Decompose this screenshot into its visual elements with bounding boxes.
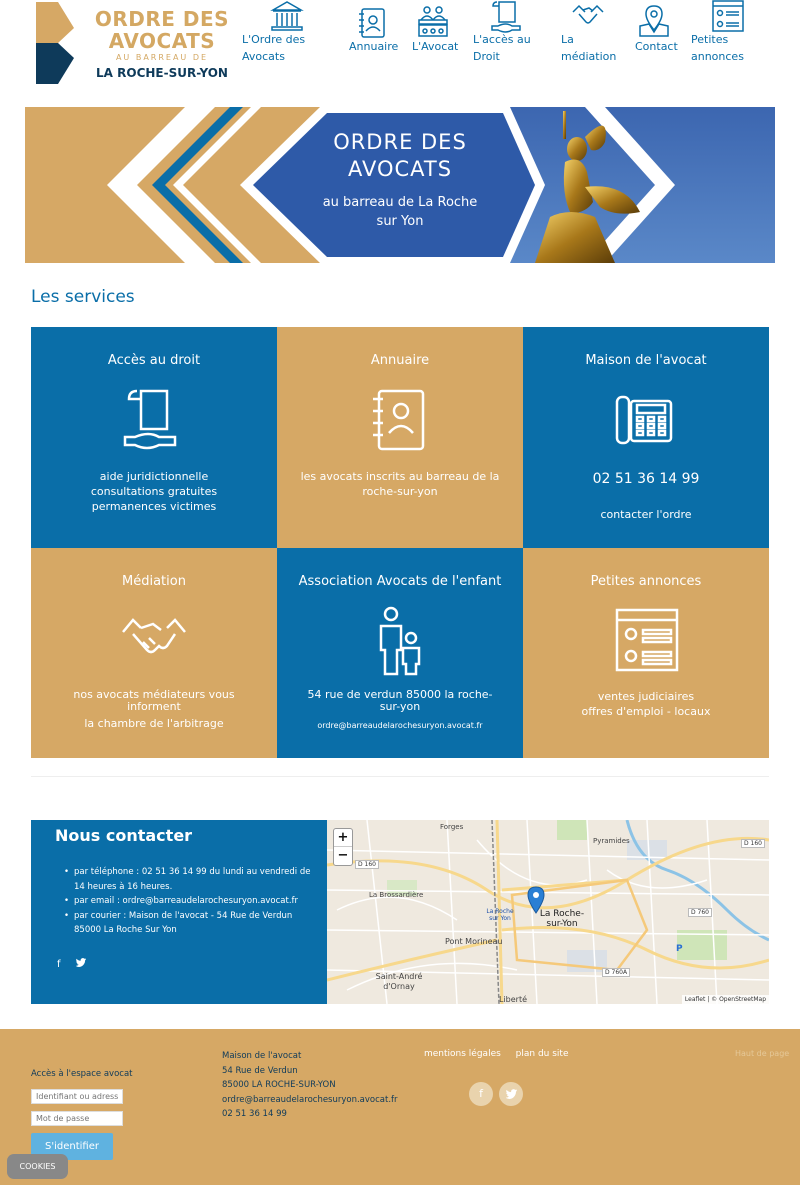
contact-phone: • par téléphone : 02 51 36 14 99 du lundi au vendredi de 14 heures à 16 heures. [74,865,314,894]
banner-subtitle: au barreau de La Roche sur Yon [322,195,478,229]
map-attribution[interactable]: Leaflet | © OpenStreetMap [682,995,769,1004]
map-label: Pyramides [593,837,630,845]
courthouse-icon [270,0,304,34]
twitter-icon[interactable] [76,958,86,970]
directory-icon [355,6,389,40]
logo-text [92,8,232,80]
parking-icon: P [676,944,683,954]
site-logo[interactable] [36,2,236,84]
contact-social [57,958,98,970]
tile-title: Maison de l'avocat [585,353,707,368]
nav-petites-annonces[interactable] [691,0,751,70]
ads-icon [711,0,745,34]
parent-child-icon [365,606,435,676]
nav-label: Annuaire [349,40,399,53]
nav-label: L'accès au Droit [473,33,531,63]
logo-line-1: ORDRE DES [94,7,230,31]
location-map[interactable] [327,820,769,1004]
banner-title: ORDRE DES AVOCATS [333,130,467,181]
tile-line: permanences victimes [91,500,217,513]
map-label: Forges [440,823,464,831]
username-input[interactable] [31,1089,123,1104]
tile-title: Annuaire [370,353,430,368]
nav-avocat[interactable] [412,0,462,60]
address-line: 54 Rue de Verdun [222,1065,298,1076]
password-input[interactable] [31,1111,123,1126]
nav-contact[interactable] [635,0,679,60]
nav-label: Petites annonces [691,33,744,63]
map-zoom-control [333,828,353,866]
directory-icon [365,387,435,457]
facebook-icon[interactable]: f [469,1082,493,1106]
map-label: La Brossardière [369,891,424,899]
handshake-icon [571,0,605,34]
map-station-label: La Roche sur Yon [486,908,514,922]
nav-ordre[interactable] [242,0,322,70]
sitemap-link[interactable]: plan du site [515,1049,569,1059]
phone-icon [611,387,681,457]
site-footer [0,1029,800,1185]
login-button[interactable]: S'identifier [31,1133,113,1160]
map-label: Pont Morineau [445,937,503,946]
contact-mail: • par courier : Maison de l'avocat - 54 Rue de Verdun 85000 La Roche Sur Yon [74,909,314,938]
tile-line: la chambre de l'arbitrage [84,717,224,730]
services-title: Les services [31,287,135,307]
tile-title: Petites annonces [590,574,702,589]
tile-email[interactable]: ordre@barreaudelarochesuryon.avocat.fr [317,721,483,730]
service-tile-avocats-enfant[interactable] [277,548,523,758]
nav-acces-droit[interactable] [473,0,543,70]
footer-address [222,1049,398,1122]
tile-phone[interactable]: 02 51 36 14 99 [592,471,700,487]
address-line: Maison de l'avocat [222,1051,302,1061]
nav-label: Contact [635,40,678,53]
service-tile-mediation[interactable] [31,548,277,758]
tile-line: nos avocats médiateurs vous informent [73,688,235,713]
contact-panel [31,820,327,1004]
login-title: Accès à l'espace avocat [31,1069,133,1079]
service-tile-petites-annonces[interactable] [523,548,769,758]
lawyer-desk-icon [416,4,450,38]
tile-description [51,689,257,731]
map-road-label: D 160 [355,860,379,869]
service-tile-acces-droit[interactable] [31,327,277,548]
tile-title: Médiation [122,574,186,589]
tile-title: Accès au droit [107,353,201,368]
logo-emblem-icon [36,2,76,84]
scroll-hand-icon [119,387,189,457]
map-label: Saint-André d'Ornay [375,972,423,991]
hero-banner [25,107,775,263]
nav-mediation[interactable] [561,0,621,70]
tile-line: offres d'emploi - locaux [581,705,711,718]
zoom-in-button[interactable]: + [334,829,352,847]
map-pin-icon [637,4,671,38]
address-line: 85000 LA ROCHE-SUR-YON [222,1080,336,1090]
logo-line-4: LA ROCHE-SUR-YON [96,66,228,80]
map-road-label: D 760A [602,968,630,977]
tile-description: les avocats inscrits au barreau de la roche-sur-yon [300,470,500,498]
logo-line-2: AVOCATS [108,29,216,53]
map-label: Liberté [499,995,528,1004]
scroll-hand-icon [489,0,523,34]
footer-phone: 02 51 36 14 99 [222,1109,287,1119]
facebook-icon[interactable]: f [57,959,61,970]
service-tile-maison-avocat[interactable] [523,327,769,548]
contact-title: Nous contacter [55,826,193,845]
tile-line: ventes judiciaires [597,690,695,703]
contact-list [74,865,314,938]
back-to-top-link[interactable]: Haut de page [735,1049,790,1058]
tile-line: aide juridictionnelle [99,470,209,483]
footer-email-link[interactable]: ordre@barreaudelarochesuryon.avocat.fr [222,1094,398,1105]
nav-label: L'Avocat [412,40,459,53]
nav-annuaire[interactable] [349,0,399,60]
ads-icon [611,606,681,676]
twitter-icon[interactable] [499,1082,523,1106]
legal-link[interactable]: mentions légales [424,1049,501,1059]
logo-line-3: AU BARREAU DE [115,53,209,62]
tile-description [543,689,749,719]
site-header [0,0,800,100]
contact-email[interactable]: • par email : ordre@barreaudelarochesuryon.avocat.fr [74,894,314,909]
tile-description [51,469,257,514]
service-tile-annuaire[interactable] [277,327,523,548]
map-road-label: D 160 [741,839,765,848]
tile-contact-link[interactable]: contacter l'ordre [600,508,692,521]
section-divider [31,776,769,777]
nav-label: La médiation [561,33,617,63]
map-road-label: D 760 [688,908,712,917]
footer-links [424,1049,581,1059]
tile-address: 54 rue de verdun 85000 la roche-sur-yon [307,688,493,713]
nav-label: L'Ordre des Avocats [242,33,306,63]
handshake-icon [119,606,189,676]
cookies-button[interactable]: COOKIES [7,1154,68,1179]
tile-line: consultations gratuites [90,485,218,498]
map-city-label: La Roche-sur-Yon [539,909,585,929]
zoom-out-button[interactable]: − [337,848,349,863]
tile-title: Association Avocats de l'enfant [298,574,502,589]
